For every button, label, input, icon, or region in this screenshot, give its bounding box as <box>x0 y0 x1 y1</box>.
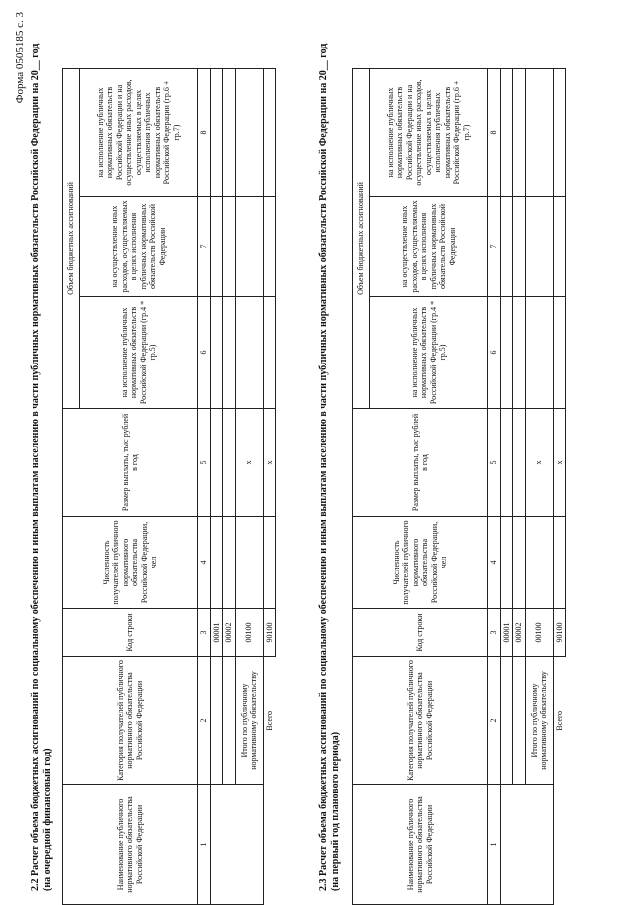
other-expenses-cell[interactable] <box>210 197 223 297</box>
header-total-allocations: на исполнение публичных нормативных обязательств Российской Федерации и на осуществление иных расходов, осуществляемых в целях исполнения публичных нормативных обязательств Российской Федерации (гр.6 + гр.7) <box>80 68 198 196</box>
subtotal-execution[interactable] <box>525 297 553 409</box>
category-cell[interactable] <box>223 657 236 785</box>
col-num: 7 <box>198 197 211 297</box>
subtotal-row <box>235 68 263 904</box>
category-cell[interactable] <box>500 657 513 785</box>
header-code: Код строки <box>353 609 488 657</box>
recipients-cell[interactable] <box>223 517 236 609</box>
payment-cell[interactable] <box>500 409 513 517</box>
total-execution[interactable] <box>263 297 276 409</box>
row-code: 00002 <box>513 609 526 657</box>
total-total[interactable] <box>263 68 276 196</box>
col-num: 2 <box>198 657 211 785</box>
row-code: 00002 <box>223 609 236 657</box>
header-payment-size: Размер выплаты, тыс рублей в год <box>353 409 488 517</box>
form-code: Форма 0505185 с. 3 <box>14 12 26 104</box>
subtotal-code: 00100 <box>525 609 553 657</box>
total-code: 90100 <box>553 609 566 657</box>
section-title-text: 2.2 Расчет объема бюджетных ассигнований по социальному обеспечению и иным выплатам населению в части публичных нормативных обязательств Российской Федерации на 20__ год <box>30 43 41 891</box>
subtotal-code: 00100 <box>235 609 263 657</box>
col-num: 3 <box>488 609 501 657</box>
col-num: 4 <box>198 517 211 609</box>
total-code: 90100 <box>263 609 276 657</box>
subtotal-payment: x <box>235 409 263 517</box>
section-2-2-title <box>30 31 54 891</box>
col-num: 5 <box>488 409 501 517</box>
section-2-3-table <box>352 68 566 905</box>
subtotal-total[interactable] <box>235 68 263 196</box>
execution-cell[interactable] <box>210 297 223 409</box>
total-recipients[interactable] <box>553 517 566 609</box>
table-row <box>210 68 223 904</box>
total-label: Всего <box>263 657 276 785</box>
header-other-expenses: на осуществление иных расходов, осуществляемых в целях исполнения публичных нормативных обязательств Российской Федерации <box>80 197 198 297</box>
header-category: Категория получателей публичного нормативного обязательства Российской Федерации <box>353 657 488 785</box>
subtotal-recipients[interactable] <box>235 517 263 609</box>
recipients-cell[interactable] <box>513 517 526 609</box>
header-execution: на исполнение публичных нормативных обязательств Российской Федерации (гр.4 * гр.5) <box>80 297 198 409</box>
header-category: Категория получателей публичного нормативного обязательства Российской Федерации <box>63 657 198 785</box>
header-code: Код строки <box>63 609 198 657</box>
header-name: Наименование публичного нормативного обязательства Российской Федерации <box>353 785 488 905</box>
total-recipients[interactable] <box>263 517 276 609</box>
section-subtitle-text: (на первый год планового периода) <box>330 731 341 891</box>
subtotal-payment: x <box>525 409 553 517</box>
category-cell[interactable] <box>210 657 223 785</box>
section-2-3-title <box>318 31 342 891</box>
col-num: 2 <box>488 657 501 785</box>
col-num: 8 <box>198 68 211 196</box>
other-expenses-cell[interactable] <box>513 197 526 297</box>
payment-cell[interactable] <box>210 409 223 517</box>
other-expenses-cell[interactable] <box>500 197 513 297</box>
row-code: 00001 <box>500 609 513 657</box>
subtotal-label: Итого по публичному нормативному обязательству <box>235 657 263 785</box>
header-payment-size: Размер выплаты, тыс рублей в год <box>63 409 198 517</box>
total-cell[interactable] <box>513 68 526 196</box>
subtotal-other-expenses[interactable] <box>525 197 553 297</box>
header-recipients: Численность получателей публичного нормативного обязательства Российской Федерации, чел <box>63 517 198 609</box>
total-other-expenses[interactable] <box>263 197 276 297</box>
row-code: 00001 <box>210 609 223 657</box>
subtotal-other-expenses[interactable] <box>235 197 263 297</box>
execution-cell[interactable] <box>500 297 513 409</box>
other-expenses-cell[interactable] <box>223 197 236 297</box>
obligation-name-cell[interactable] <box>210 785 263 905</box>
col-num: 6 <box>198 297 211 409</box>
col-num: 1 <box>198 785 211 905</box>
table-row <box>500 68 513 904</box>
total-payment: x <box>263 409 276 517</box>
total-cell[interactable] <box>500 68 513 196</box>
col-num: 1 <box>488 785 501 905</box>
col-num: 5 <box>198 409 211 517</box>
header-name: Наименование публичного нормативного обязательства Российской Федерации <box>63 785 198 905</box>
subtotal-row <box>525 68 553 904</box>
section-subtitle-text: (на очередной финансовый год) <box>42 748 53 891</box>
total-label: Всего <box>553 657 566 785</box>
subtotal-total[interactable] <box>525 68 553 196</box>
col-num: 6 <box>488 297 501 409</box>
subtotal-recipients[interactable] <box>525 517 553 609</box>
col-num: 8 <box>488 68 501 196</box>
header-group-allocations: Объем бюджетных ассигнований <box>63 68 80 408</box>
subtotal-execution[interactable] <box>235 297 263 409</box>
payment-cell[interactable] <box>513 409 526 517</box>
execution-cell[interactable] <box>513 297 526 409</box>
total-cell[interactable] <box>223 68 236 196</box>
header-total-allocations: на исполнение публичных нормативных обязательств Российской Федерации и на осуществление иных расходов, осуществляемых в целях исполнения публичных нормативных обязательств Российской Федерации (гр.6 + гр.7) <box>370 68 488 196</box>
total-row <box>263 68 276 904</box>
subtotal-label: Итого по публичному нормативному обязательству <box>525 657 553 785</box>
section-title-text: 2.3 Расчет объема бюджетных ассигнований по социальному обеспечению и иным выплатам населению в части публичных нормативных обязательств Российской Федерации на 20__ год <box>318 43 329 891</box>
column-number-row <box>488 68 501 904</box>
total-other-expenses[interactable] <box>553 197 566 297</box>
total-total[interactable] <box>553 68 566 196</box>
table-row <box>513 68 526 904</box>
header-execution: на исполнение публичных нормативных обязательств Российской Федерации (гр.4 * гр.5) <box>370 297 488 409</box>
recipients-cell[interactable] <box>500 517 513 609</box>
payment-cell[interactable] <box>223 409 236 517</box>
obligation-name-cell[interactable] <box>500 785 553 905</box>
col-num: 4 <box>488 517 501 609</box>
category-cell[interactable] <box>513 657 526 785</box>
table-row <box>223 68 236 904</box>
execution-cell[interactable] <box>223 297 236 409</box>
header-other-expenses: на осуществление иных расходов, осуществляемых в целях исполнения публичных нормативных обязательств Российской Федерации <box>370 197 488 297</box>
total-cell[interactable] <box>210 68 223 196</box>
column-number-row <box>198 68 211 904</box>
recipients-cell[interactable] <box>210 517 223 609</box>
header-recipients: Численность получателей публичного нормативного обязательства Российской Федерации, чел <box>353 517 488 609</box>
col-num: 3 <box>198 609 211 657</box>
section-2-2-table <box>62 68 276 905</box>
total-row <box>553 68 566 904</box>
col-num: 7 <box>488 197 501 297</box>
total-payment: x <box>553 409 566 517</box>
total-execution[interactable] <box>553 297 566 409</box>
header-group-allocations: Объем бюджетных ассигнований <box>353 68 370 408</box>
